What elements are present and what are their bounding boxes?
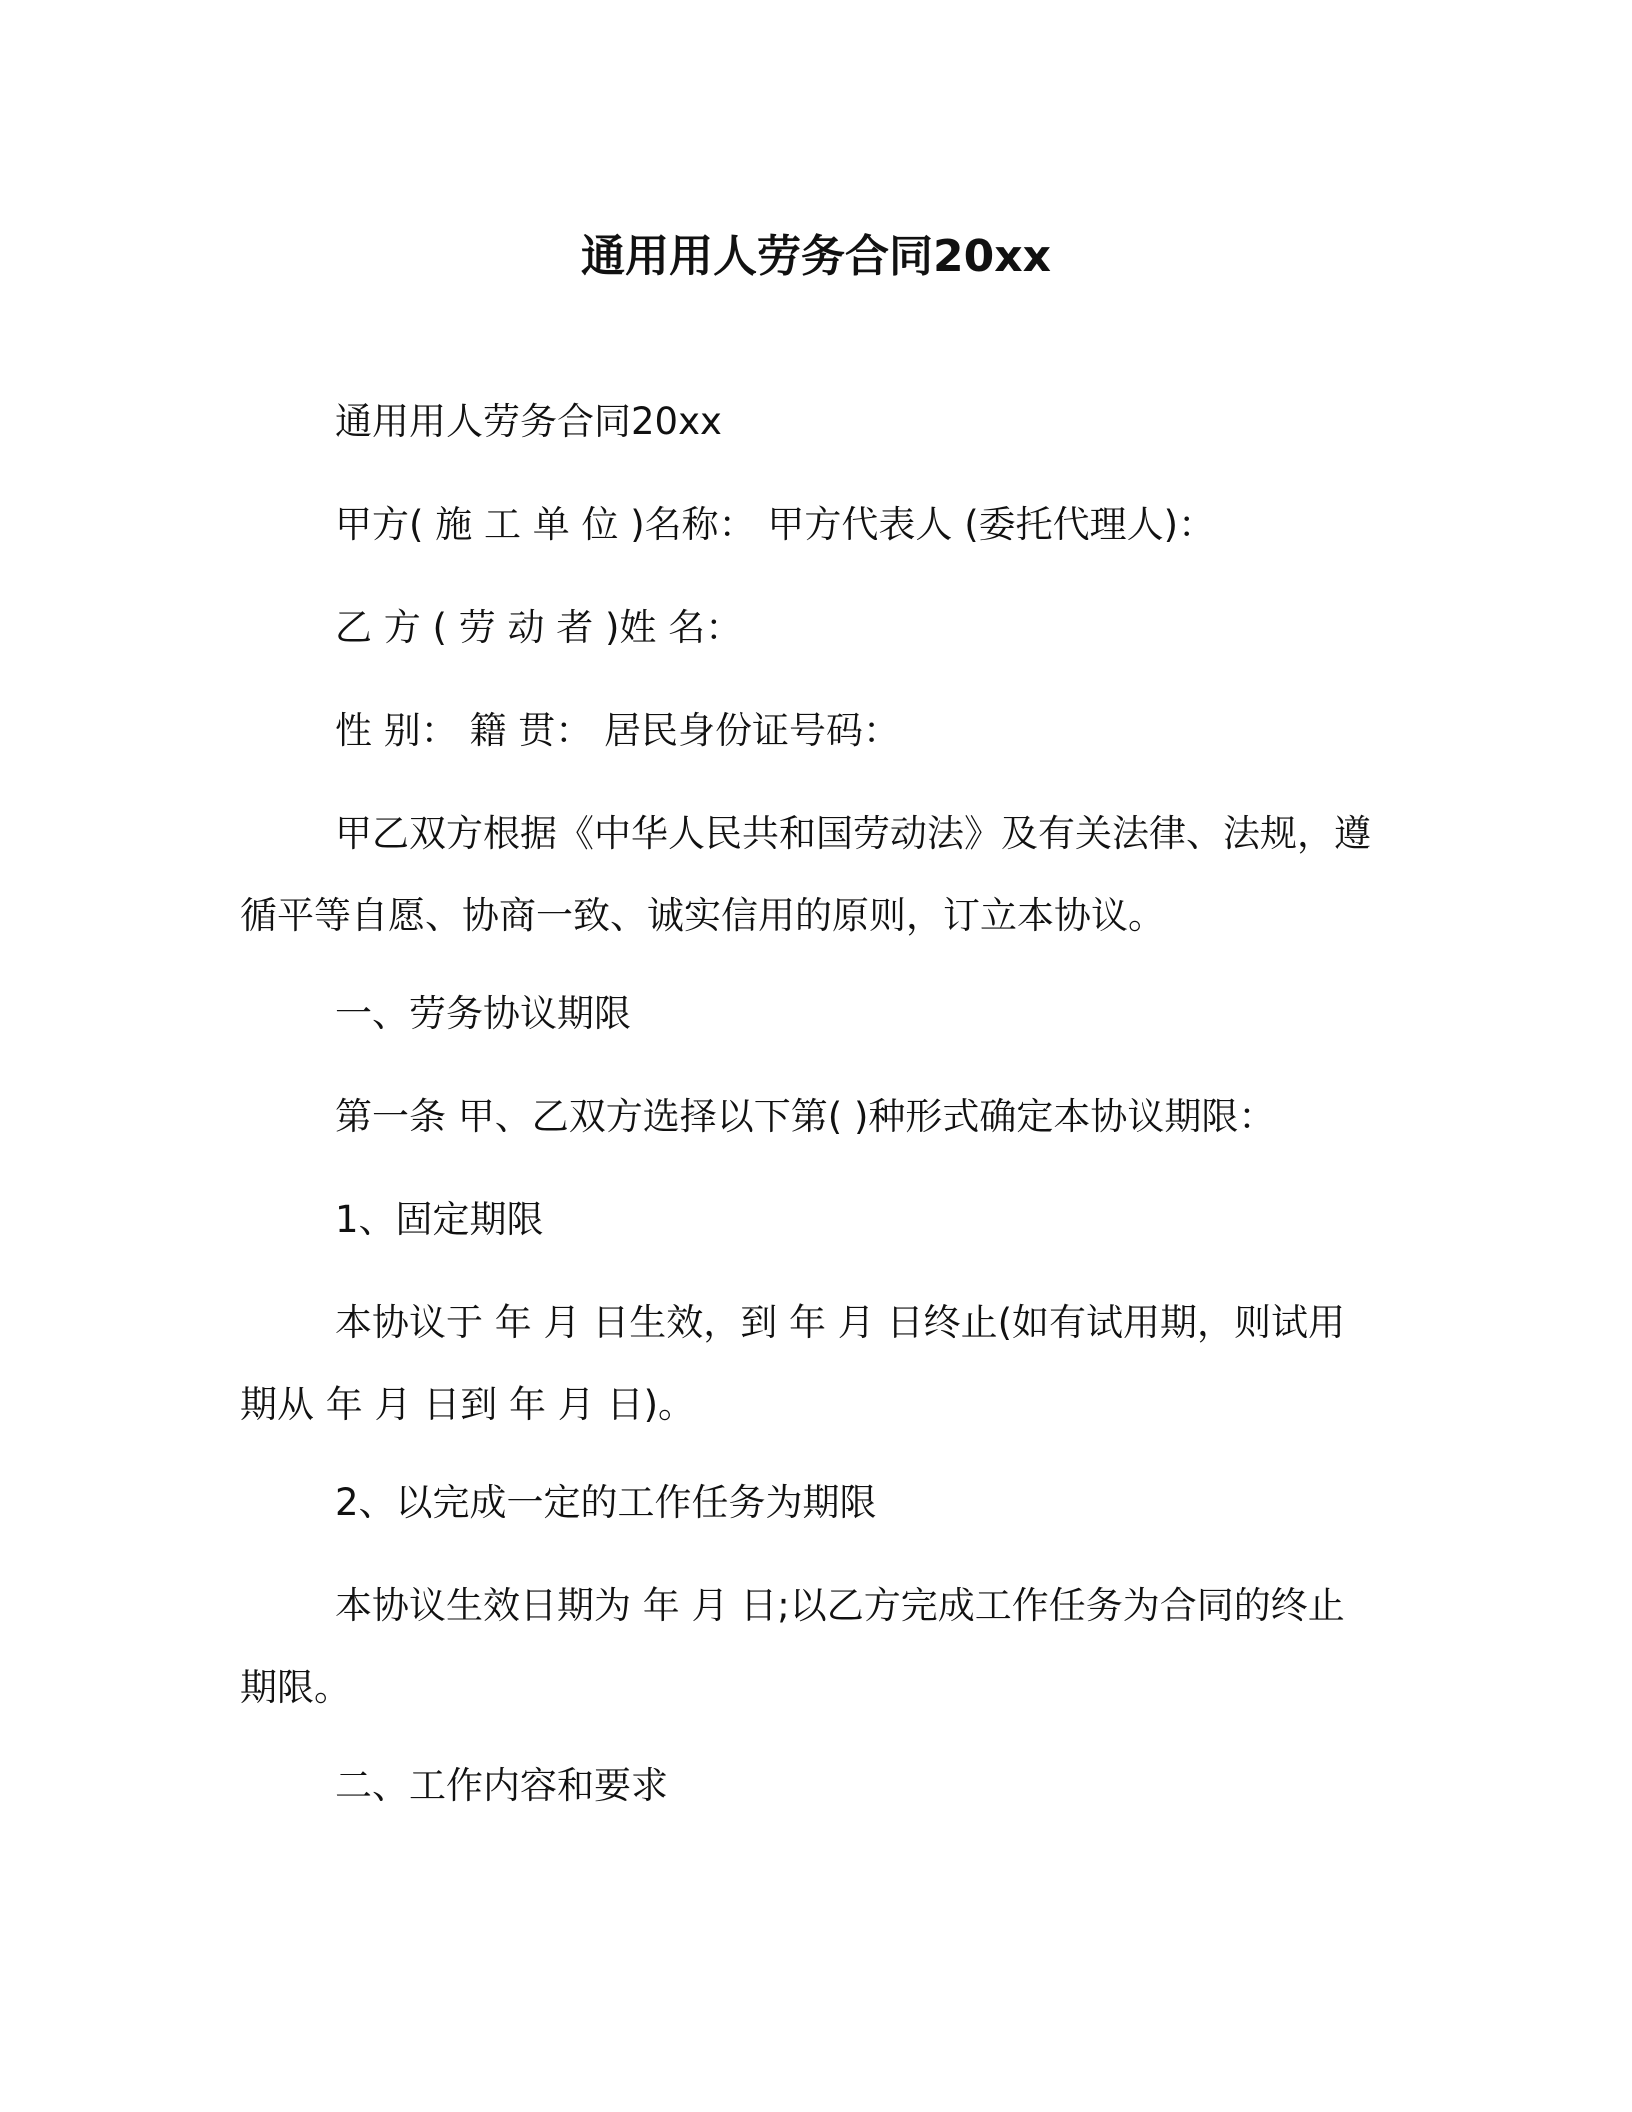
section-heading-term: 一、劳务协议期限: [335, 992, 631, 1035]
paragraph-task-term-detail: 本协议生效日期为 年 月 日;以乙方完成工作任务为合同的终止期限。: [240, 1584, 1345, 1709]
item-fixed-term: 1、固定期限: [335, 1198, 544, 1241]
section-heading-work-content: 二、工作内容和要求: [335, 1764, 668, 1807]
paragraph-fixed-term-detail: 本协议于 年 月 日生效，到 年 月 日终止(如有试用期，则试用期从 年 月 日到 年 月 日)。: [240, 1301, 1346, 1426]
article-one: 第一条 甲、乙双方选择以下第( )种形式确定本协议期限：: [335, 1095, 1276, 1138]
paragraph-preamble: 甲乙双方根据《中华人民共和国劳动法》及有关法律、法规，遵循平等自愿、协商一致、诚实信用的原则，订立本协议。: [240, 812, 1371, 937]
document-title: 通用用人劳务合同20xx: [581, 231, 1051, 282]
paragraph-personal-info: 性 别： 籍 贯： 居民身份证号码：: [335, 709, 901, 752]
paragraph-subtitle: 通用用人劳务合同20xx: [335, 400, 722, 443]
item-task-term: 2、以完成一定的工作任务为期限: [335, 1481, 877, 1524]
paragraph-party-b: 乙 方 ( 劳 动 者 )姓 名：: [335, 606, 743, 649]
paragraph-party-a: 甲方( 施 工 单 位 )名称： 甲方代表人 (委托代理人)：: [335, 503, 1216, 546]
